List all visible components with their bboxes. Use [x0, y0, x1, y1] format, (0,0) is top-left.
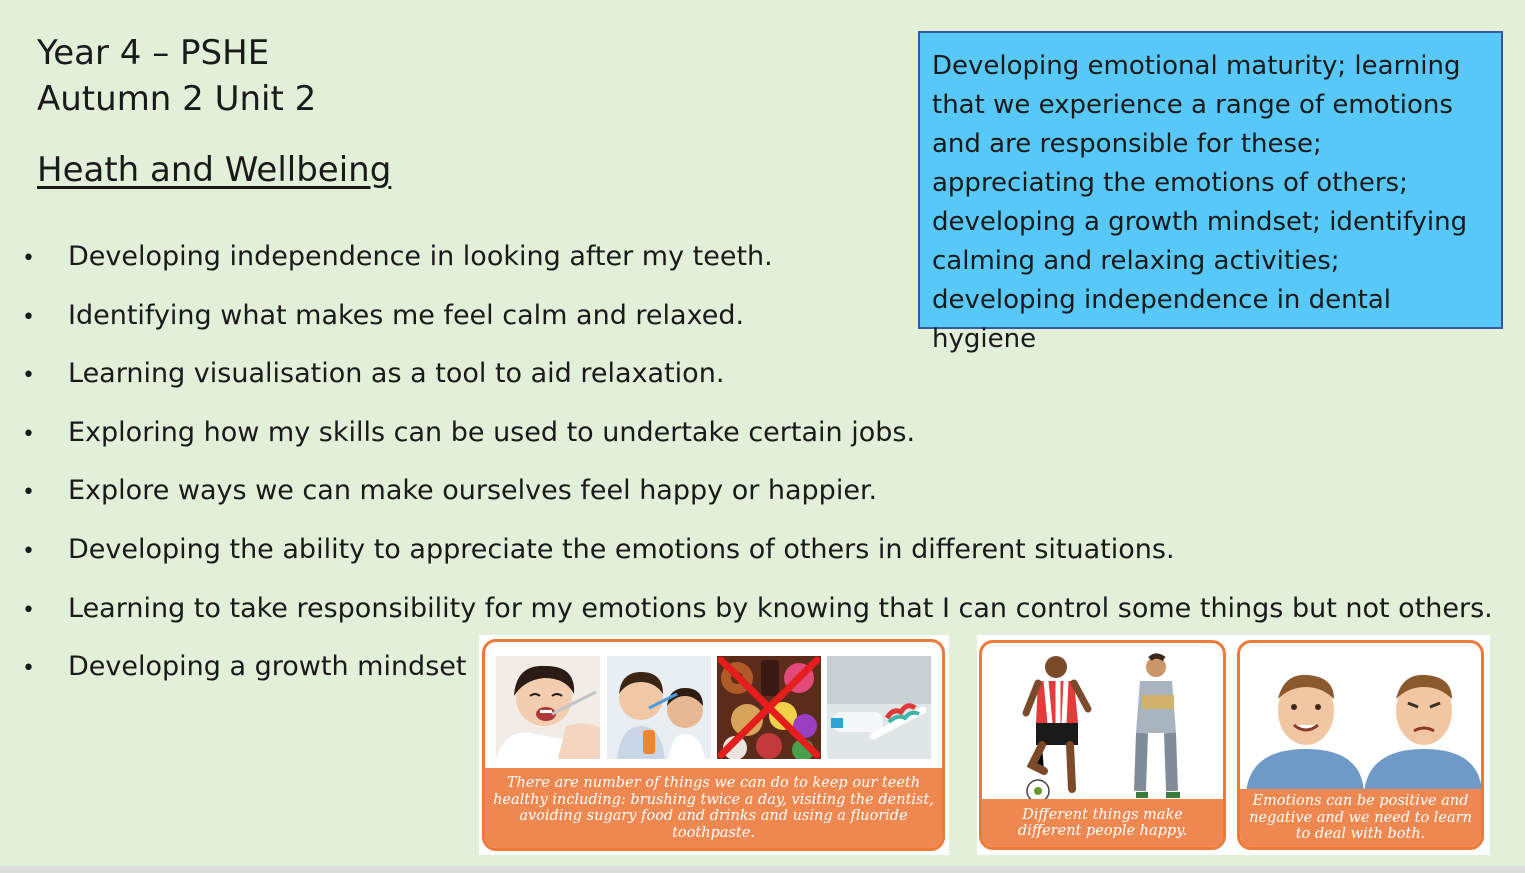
list-item-text: Identifying what makes me feel calm and relaxed.: [68, 299, 745, 331]
bullet-point: •: [22, 363, 35, 389]
list-item: [22, 462, 1493, 521]
list-item-text: Developing a growth mindset: [68, 651, 467, 683]
bullet-point: •: [22, 656, 35, 682]
boys-brushing-teeth-image: [607, 656, 711, 759]
emotions-card: [1237, 640, 1484, 850]
emotions-card-caption: Emotions can be positive and negative and we need to learn to deal with both.: [1240, 789, 1481, 847]
happy-card-caption: Different things make different people happy.: [982, 799, 1223, 847]
toothpaste-image: [827, 656, 931, 759]
reading-boy-image: [1122, 653, 1192, 803]
slide-bottom-edge: [0, 866, 1525, 873]
dental-image-panel: [479, 635, 949, 855]
title-line-1: Year 4 – PSHE: [37, 33, 270, 73]
list-item-text: Explore ways we can make ourselves feel happy or happier.: [68, 475, 878, 507]
title-line-2: Autumn 2 Unit 2: [37, 79, 317, 119]
objectives-list: [22, 228, 1493, 697]
bullet-point: •: [22, 597, 35, 623]
list-item: [22, 287, 1493, 346]
list-item: [22, 580, 1493, 639]
slide-title: [37, 30, 316, 122]
footballer-boy-image: [1012, 653, 1102, 803]
list-item: [22, 228, 1493, 287]
list-item-text: Developing independence in looking after my teeth.: [68, 241, 773, 272]
list-item-text: Learning to take responsibility for my emotions by knowing that I can control some things but not others.: [68, 592, 1493, 624]
bullet-point: •: [22, 421, 35, 447]
dental-card: [482, 639, 945, 851]
summary-box: Developing emotional maturity; learning that we experience a range of emotions and are responsible for these; appreciating the emotions of others; developing a growth mindset; identifying calming and relaxing activities; developing independence in dental hygiene: [918, 31, 1503, 329]
sugary-food-crossed-image: [717, 656, 821, 759]
happy-card: [979, 640, 1226, 850]
list-item: [22, 521, 1493, 580]
child-at-dentist-image: [496, 656, 600, 759]
bullet-point: •: [22, 246, 35, 271]
list-item-text: Exploring how my skills can be used to undertake certain jobs.: [68, 416, 916, 448]
section-heading: Heath and Wellbeing: [37, 150, 392, 190]
bullet-point: •: [22, 304, 35, 330]
list-item: [22, 404, 1493, 463]
bullet-point: •: [22, 538, 35, 564]
list-item: [22, 345, 1493, 404]
happiness-image-panel: [977, 635, 1490, 855]
bullet-point: •: [22, 480, 35, 506]
list-item-text: Developing the ability to appreciate the emotions of others in different situations.: [68, 533, 1175, 565]
dental-card-caption: There are number of things we can do to keep our teeth healthy including: brushing twice a day, visiting the dentist, avoiding sugary food and drinks and using a fluoride toothpaste.: [485, 768, 942, 848]
happy-and-sad-boy-image: [1244, 669, 1482, 793]
list-item-text: Learning visualisation as a tool to aid relaxation.: [68, 358, 725, 390]
